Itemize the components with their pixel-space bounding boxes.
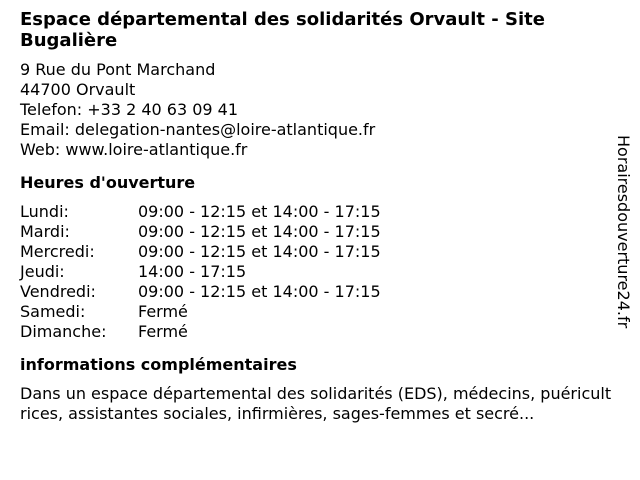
city-address: 44700 Orvault	[20, 80, 136, 99]
email-address: Email: delegation-nantes@loire-atlantique.fr	[20, 120, 376, 139]
hours-row	[20, 322, 615, 342]
hours-day: Mardi:	[20, 222, 70, 241]
hours-time: 09:00 - 12:15 et 14:00 - 17:15	[138, 202, 381, 221]
hours-row	[20, 202, 615, 222]
hours-row	[20, 262, 615, 282]
info-heading: informations complémentaires	[20, 355, 297, 374]
hours-row	[20, 282, 615, 302]
hours-day: Vendredi:	[20, 282, 96, 301]
hours-time: Fermé	[138, 302, 188, 321]
hours-day: Dimanche:	[20, 322, 107, 341]
hours-heading: Heures d'ouverture	[20, 173, 196, 192]
address-block	[20, 60, 615, 160]
hours-time: 09:00 - 12:15 et 14:00 - 17:15	[138, 222, 381, 241]
hours-row	[20, 302, 615, 322]
hours-time: Fermé	[138, 322, 188, 341]
hours-day: Samedi:	[20, 302, 86, 321]
hours-day: Lundi:	[20, 202, 69, 221]
hours-day: Mercredi:	[20, 242, 95, 261]
info-description: Dans un espace départemental des solidarités (EDS), médecins, puéricultrices, assistantes sociales, infirmières, sages-femmes et secré...	[20, 384, 612, 423]
site-watermark: Horairesdouverture24.fr	[614, 135, 633, 329]
place-card	[20, 9, 615, 424]
street-address: 9 Rue du Pont Marchand	[20, 60, 216, 79]
hours-row	[20, 242, 615, 262]
hours-table	[20, 202, 615, 342]
hours-time: 09:00 - 12:15 et 14:00 - 17:15	[138, 242, 381, 261]
hours-time: 14:00 - 17:15	[138, 262, 247, 281]
hours-day: Jeudi:	[20, 262, 65, 281]
page-title: Espace départemental des solidarités Orvault - Site Bugalière	[20, 9, 545, 51]
hours-row	[20, 222, 615, 242]
phone-number: Telefon: +33 2 40 63 09 41	[20, 100, 239, 119]
website-address: Web: www.loire-atlantique.fr	[20, 140, 248, 159]
hours-time: 09:00 - 12:15 et 14:00 - 17:15	[138, 282, 381, 301]
